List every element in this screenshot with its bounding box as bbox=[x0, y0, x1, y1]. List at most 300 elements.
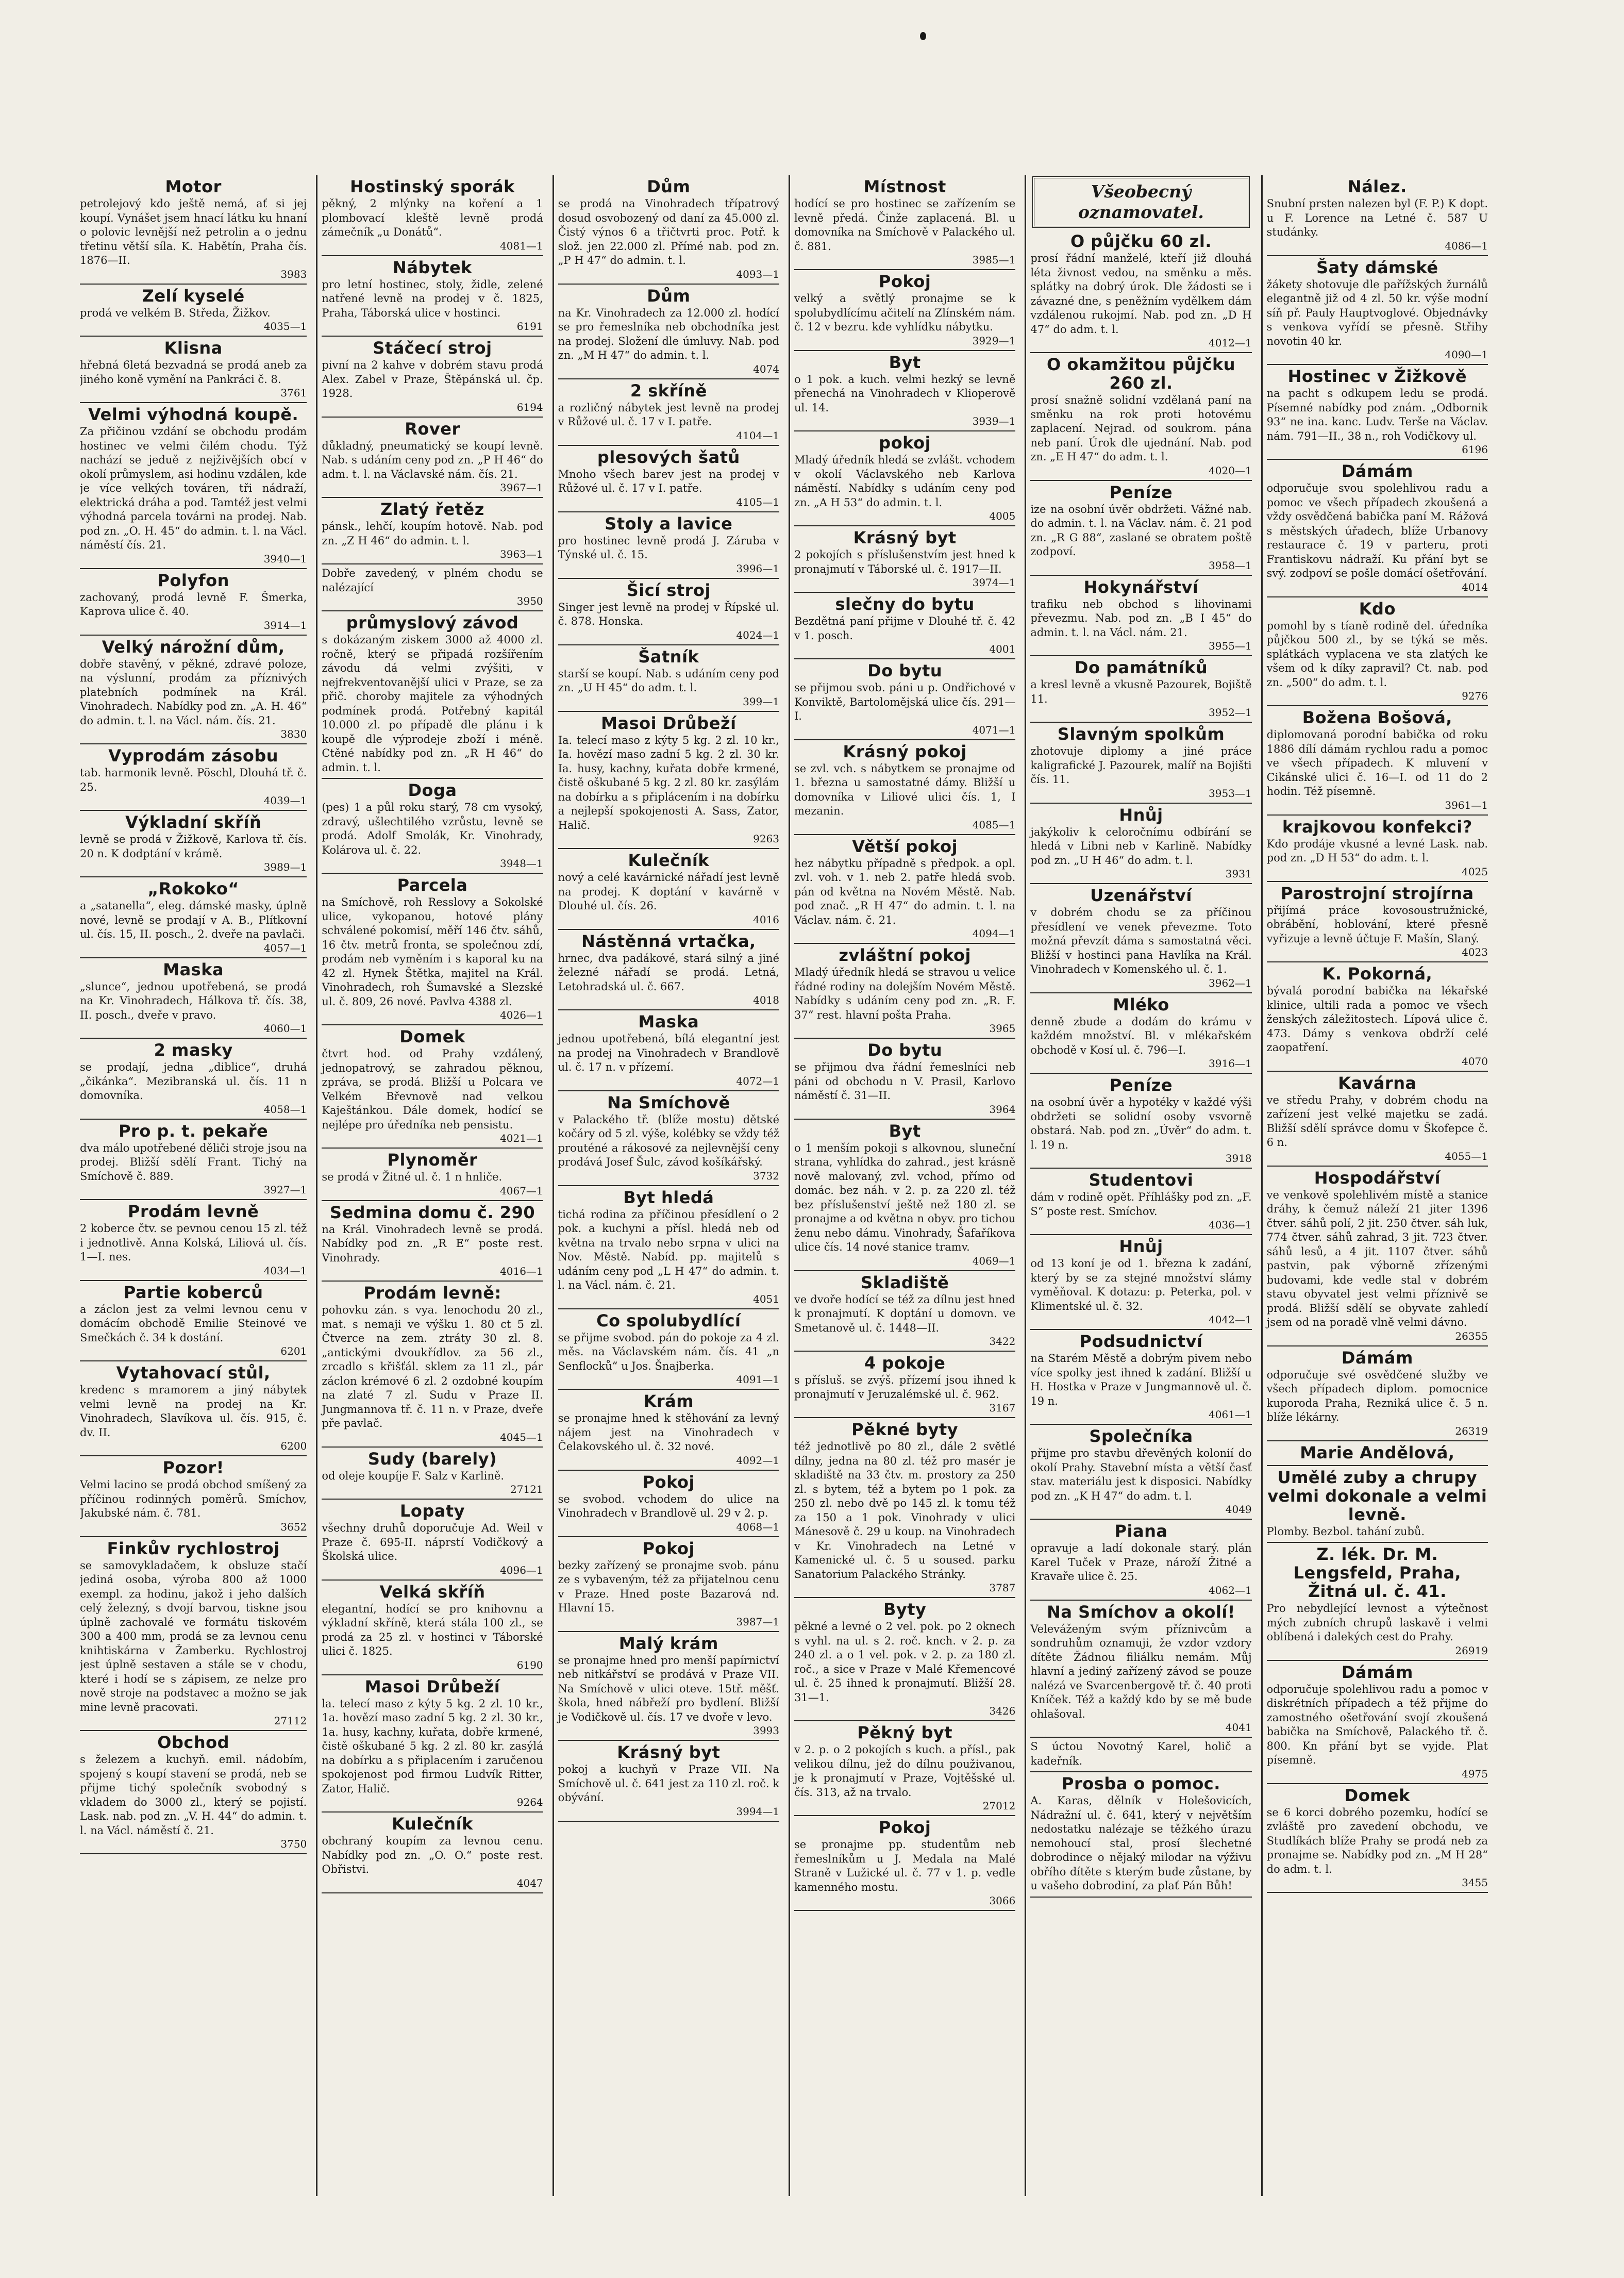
ad-body: na pacht s odkupem ledu se prodá. Písemné nabídky pod znám. „Odbornik 93“ ne ina. kanc. Ludv. Terše na Václav. nám. 791—II., 38 n., roh Vodičkovy ul. bbox=[1266, 387, 1488, 442]
ad-headline: Na Smíchov a okolí! bbox=[1047, 1602, 1235, 1622]
ad-body: na Kr. Vinohradech za 12.000 zl. hodící se pro řemeslníka neb obchodníka jest na prodej. Složení dle úmluvy. Nab. pod zn. „M H 47“ do admin. t. l. bbox=[558, 306, 779, 361]
ad-divider bbox=[558, 445, 779, 446]
ad-divider bbox=[794, 1038, 1015, 1039]
classified-ad bbox=[80, 1364, 307, 1452]
ad-divider bbox=[80, 1360, 307, 1361]
ad-divider bbox=[558, 578, 779, 579]
ad-divider bbox=[1030, 1897, 1251, 1898]
ad-divider bbox=[322, 1446, 543, 1448]
ad-body: odporučuje spolehlivou radu a pomoc v diskrétních případech a též přijme do zamostného ošetřování svojí zkoušená babička na Smíchově, Palackého tř. č. 800. Kn přání byt se vyjde. Plat písemně. bbox=[1266, 1683, 1488, 1766]
ad-headline: Sudy (barely) bbox=[367, 1449, 497, 1469]
ad-body: pro hostinec levně prodá J. Záruba v Týnské ul. č. 15. bbox=[558, 534, 779, 561]
ad-code: 3732 bbox=[753, 1169, 779, 1182]
ad-code: 3927—1 bbox=[263, 1184, 307, 1196]
column-6 bbox=[1261, 175, 1492, 2196]
ad-body: pro letní hostinec, stoly, židle, zelené natřené levně na prodej v č. 1825, Praha, Táborská ulice v hostinci. bbox=[322, 278, 543, 319]
classified-ad bbox=[1030, 1076, 1251, 1165]
ad-body: kredenc s mramorem a jiný nábytek velmi levně na prodej na Kr. Vinohradech, Slavíkova ul. čís. 915, č. dv. II. bbox=[80, 1384, 307, 1439]
ad-code: 26319 bbox=[1455, 1424, 1488, 1437]
classified-ad bbox=[794, 1041, 1015, 1116]
classified-ad bbox=[1030, 658, 1251, 719]
classified-ad bbox=[794, 434, 1015, 522]
ad-body: jakýkoliv k celoročnímu odbírání se hledá v Libni neb v Karlině. Nabídky pod zn. „U H 46“ do adm. t. l. bbox=[1030, 825, 1252, 867]
ad-body: 2 koberce čtv. se pevnou cenou 15 zl. též i jednotlivě. Anna Kolská, Liliová ul. čís. 1—I. nes. bbox=[80, 1222, 307, 1263]
ad-divider bbox=[322, 1148, 543, 1149]
classified-ad bbox=[80, 1122, 307, 1196]
ad-body: v Palackého tř. (blíže mostu) dětské kočáry od 5 zl. výše, kolébky se vždy též prouténé a rákosové za nejlevnější ceny prodává Josef Šulc, závod košíkářský. bbox=[558, 1113, 779, 1168]
ad-headline: zvláštní pokoj bbox=[839, 945, 971, 965]
ad-body: opravuje a ladí dokonale starý. plán Karel Tuček v Praze, nároží Žitné a Kravaře ulice č. 25. bbox=[1030, 1542, 1252, 1583]
ad-headline: Mléko bbox=[1113, 994, 1169, 1015]
classified-ad bbox=[558, 1634, 779, 1737]
ad-headline: Peníze bbox=[1109, 1075, 1173, 1095]
classified-ad bbox=[558, 647, 779, 708]
ad-headline: Stáčecí stroj bbox=[373, 338, 492, 358]
ad-code: 3964 bbox=[989, 1103, 1016, 1116]
ad-divider bbox=[558, 848, 779, 849]
ad-code: 3931 bbox=[1225, 868, 1252, 880]
ad-headline: Pěkný byt bbox=[857, 1723, 953, 1742]
ad-headline: Parostrojní strojírna bbox=[1281, 883, 1474, 903]
classified-ad bbox=[1030, 232, 1251, 349]
ad-headline: Dům bbox=[647, 286, 691, 306]
classified-ad bbox=[794, 272, 1015, 347]
ad-divider bbox=[322, 417, 543, 418]
ad-body: všechny druhů doporučuje Ad. Weil v Praze č. 695-II. náprstí Vodičkový a Školská ulice. bbox=[322, 1522, 543, 1562]
ad-divider bbox=[322, 336, 543, 337]
ad-code: 4018 bbox=[753, 994, 779, 1006]
ad-headline: Božena Bošová, bbox=[1302, 708, 1452, 727]
ad-divider bbox=[794, 1720, 1015, 1721]
ad-divider bbox=[80, 336, 307, 337]
ad-code: 4070 bbox=[1462, 1055, 1488, 1068]
classified-ad bbox=[322, 258, 543, 333]
ad-code: 3967—1 bbox=[500, 481, 543, 494]
classified-ad bbox=[322, 1583, 543, 1671]
ad-headline: Pokoj bbox=[642, 1538, 695, 1558]
classified-ad bbox=[558, 1392, 779, 1467]
ad-divider bbox=[1030, 803, 1251, 804]
classified-ad bbox=[1030, 1603, 1251, 1734]
ad-body: dva málo upotřebené děliči stroje jsou na prodej. Bližší sdělí Frant. Tichý na Smíchově č. 889. bbox=[80, 1141, 307, 1183]
ad-divider bbox=[1030, 1771, 1251, 1772]
ad-divider bbox=[558, 378, 779, 379]
classified-ad bbox=[322, 1151, 543, 1197]
ad-divider bbox=[80, 284, 307, 285]
ad-divider bbox=[558, 1536, 779, 1537]
ad-body: jednou upotřebená, bílá elegantní jest na prodej na Vinohradech v Brandlově ul. č. 17 n. v přízemí. bbox=[558, 1033, 779, 1073]
ad-headline: Pozor! bbox=[162, 1458, 224, 1477]
ad-body: hrnec, dva padákové, stará silný a jiné železné nářadí se prodá. Letná, Letohradská ul. č. 667. bbox=[558, 952, 779, 993]
ad-body: Bezdětná paní přijme v Dlouhé tř. č. 42 v 1. posch. bbox=[794, 615, 1016, 642]
ad-body: odporučuje své osvědčené služby ve všech případech diplom. pomocnice kuporoda Praha, Rezniká ulice č. 5 n. blíže lékárny. bbox=[1266, 1368, 1488, 1423]
ad-body: hřebná 6letá bezvadná se prodá aneb za jiného koně vymění na Pankráci č. 8. bbox=[80, 359, 307, 386]
classified-ad bbox=[558, 514, 779, 575]
classified-ad bbox=[1030, 1740, 1251, 1768]
ad-code: 26355 bbox=[1455, 1329, 1488, 1342]
ad-code: 3929—1 bbox=[972, 334, 1016, 347]
ad-body: na Starém Městě a dobrým pivem nebo více spolky jest ihned k zadání. Bližší u H. Hostka v Praze v Jungmannově ul. č. 19 n. bbox=[1030, 1352, 1252, 1407]
ad-divider bbox=[1267, 1071, 1488, 1072]
classified-ad bbox=[80, 1733, 307, 1850]
ad-body: starší se koupí. Nab. s udáním ceny pod zn. „U H 45“ do adm. t. l. bbox=[558, 667, 779, 694]
ad-headline: Slavným spolkům bbox=[1057, 724, 1225, 744]
ad-code: 3761 bbox=[280, 387, 307, 399]
ad-code: 4071—1 bbox=[972, 723, 1016, 736]
ad-divider bbox=[558, 1185, 779, 1186]
classified-ad bbox=[80, 638, 307, 741]
ad-divider bbox=[558, 1090, 779, 1091]
ad-code: 6191 bbox=[516, 320, 543, 332]
ad-headline: Krásný pokoj bbox=[843, 741, 967, 761]
ad-code: 6194 bbox=[516, 401, 543, 413]
ad-code: 4094—1 bbox=[972, 927, 1016, 940]
ad-divider bbox=[1267, 1660, 1488, 1661]
ad-body: pokoj a kuchyň v Praze VII. Na Smíchově ul. č. 641 jest za 110 zl. roč. k obývání. bbox=[558, 1763, 779, 1804]
ad-code: 4034—1 bbox=[263, 1264, 307, 1277]
ad-headline: 2 skříně bbox=[630, 380, 707, 401]
classified-ad bbox=[1267, 1443, 1488, 1462]
classified-ad bbox=[558, 177, 779, 280]
ad-body: Veleváženým svým příznivcům a sondruhům oznamuji, že vzdor vzdory dítěte Žádnou filiálku nemám. Můj hlavní a jediný zařízený závod se pouze nalézá ve Svarcenbergově tř. č. 40 proti Kníček. Též a každý kdo by se mě bude ohlašoval. bbox=[1030, 1622, 1252, 1720]
ad-headline: Pokoj bbox=[642, 1472, 695, 1492]
ad-headline: 4 pokoje bbox=[864, 1353, 946, 1373]
ad-headline: Krásný byt bbox=[617, 1742, 721, 1762]
ad-body: přijme pro stavbu dřevěných kolonií do okolí Prahy. Stavební místa a větší časť stav. materiálu jest k disposici. Nabídky pod zn. „K H 47“ do adm. t. l. bbox=[1030, 1447, 1252, 1502]
ad-headline: Partie koberců bbox=[123, 1282, 263, 1302]
ad-body: na Smíchově, roh Resslovy a Sokolské ulice, vykopanou, hotové plány schválené pokomisí, měří 146 čtv. sáhů, 16 čtv. metrů fronta, se společnou zdí, prodám neb vyměním i s kaporal ku na 42 zl. Hynek Štětka, majitel na Král. Vinohradech, roh Šumavské a Slezské ul. č. 809, 26 nové. Pavlva 4388 zl. bbox=[322, 896, 543, 1008]
ad-divider bbox=[1267, 459, 1488, 460]
ad-headline: Prodám levně bbox=[128, 1202, 259, 1221]
ad-headline: Byt bbox=[889, 1121, 921, 1141]
ad-divider bbox=[80, 568, 307, 569]
ad-headline: Peníze bbox=[1109, 482, 1173, 502]
classified-ad bbox=[1030, 355, 1251, 477]
ad-headline: Sedmina domu č. 290 bbox=[329, 1202, 535, 1222]
ad-headline: Šicí stroj bbox=[626, 580, 711, 600]
ad-headline: Šaty dámské bbox=[1316, 257, 1438, 277]
ad-headline: Studentovi bbox=[1089, 1170, 1194, 1190]
classified-ad bbox=[1267, 462, 1488, 593]
ad-divider bbox=[1267, 1465, 1488, 1466]
ad-divider bbox=[558, 1308, 779, 1309]
ad-code: 4090—1 bbox=[1445, 348, 1488, 361]
ad-body: Plomby. Bezbol. tahání zubů. bbox=[1266, 1525, 1425, 1538]
ad-headline: Skladiště bbox=[861, 1272, 949, 1292]
ad-body: Kdo prodáje vkusné a levné Lask. nab. pod zn. „D H 53“ do adm. t. l. bbox=[1266, 837, 1488, 864]
ad-divider bbox=[794, 1270, 1015, 1271]
ad-divider bbox=[794, 350, 1015, 351]
ad-headline: Maska bbox=[163, 959, 224, 979]
ad-divider bbox=[794, 943, 1015, 944]
classified-ad bbox=[1030, 1774, 1251, 1893]
ad-code: 4035—1 bbox=[263, 320, 307, 332]
classified-ad bbox=[80, 813, 307, 873]
ad-headline: Nábytek bbox=[393, 257, 472, 277]
ad-divider bbox=[322, 563, 543, 564]
ad-body: tichá rodina za příčinou přesídlení o 2 pok. a kuchyni a přísl. hledá neb od května na trvalo nebo srpna v ulici na Nov. Městě. Nabíd. pp. majitelů s udáním ceny pod „L H 47“ do admin. t. l. na Václ. nám. č. 21. bbox=[558, 1208, 779, 1291]
ad-divider bbox=[1030, 480, 1251, 481]
ad-headline: Stoly a lavice bbox=[605, 513, 733, 534]
classified-ad bbox=[558, 581, 779, 641]
ad-headline: Šatník bbox=[638, 646, 699, 667]
ad-headline: Dámám bbox=[1341, 1348, 1413, 1368]
ad-code: 4093—1 bbox=[736, 268, 779, 280]
ad-divider bbox=[558, 511, 779, 512]
ad-headline: Hospodářství bbox=[1314, 1168, 1441, 1188]
ad-headline: Prosba o pomoc. bbox=[1062, 1774, 1220, 1793]
classified-ad bbox=[1267, 1468, 1488, 1539]
ad-body: prosí snažně solidní vzdělaná paní na směnku na rok proti hotovému zaplacení. Nejrad. od soukrom. pána neb paní. Úrok dle ujednání. Nab. pod zn. „E H 47“ do adm. t. l. bbox=[1030, 394, 1252, 463]
ad-headline: Hnůj bbox=[1119, 1237, 1163, 1256]
ad-headline: Prodám levně: bbox=[363, 1283, 501, 1303]
ad-divider bbox=[322, 497, 543, 498]
ad-code: 3455 bbox=[1462, 1876, 1488, 1889]
ad-code: 3961—1 bbox=[1445, 799, 1488, 811]
classified-ad bbox=[1267, 1349, 1488, 1437]
ad-body: v 2. p. o 2 pokojích s kuch. a přísl., pak velikou dílnu, jež do dílnu použivanou, je k pronajmutí v Praze, Vojtěšské ul. čís. 313, až na trvalo. bbox=[794, 1743, 1016, 1799]
ad-divider bbox=[1030, 1329, 1251, 1330]
ad-body: odporučuje svou spolehlivou radu a pomoc ve všech případech zkoušená a vždy osvědčená babička paní M. Rážová s městských úřadech, blíže Urbanovy restaurace č. 19 v parteru, proti Frantiskovu nádraží. Ku přání byt se svý. zodpoví se pošle domácí ošetřování. bbox=[1266, 482, 1488, 579]
ad-headline: krajkovou konfekci? bbox=[1282, 817, 1472, 837]
ad-code: 3962—1 bbox=[1209, 976, 1252, 989]
column-3 bbox=[553, 175, 783, 2196]
ad-code: 27112 bbox=[274, 1715, 307, 1727]
ad-code: 3652 bbox=[280, 1520, 307, 1533]
ad-body: v dobrém chodu se za příčinou přesídlení ve venek převezme. Toto možná převzít dáma s samostatná věci. Bližší v hostinci pana Havlíka na Král. Vinohradech v Komenského ul. č. 1. bbox=[1030, 906, 1252, 975]
ad-divider bbox=[794, 1351, 1015, 1352]
ad-code: 3996—1 bbox=[736, 562, 779, 575]
ad-code: 3422 bbox=[989, 1335, 1016, 1348]
ad-code: 4096—1 bbox=[500, 1564, 543, 1576]
ad-headline: Dámám bbox=[1341, 1662, 1413, 1682]
classified-ad bbox=[1030, 1332, 1251, 1421]
ad-code: 4021—1 bbox=[500, 1132, 543, 1144]
ad-headline: Zelí kyselé bbox=[142, 286, 245, 306]
ad-body: s dokázaným ziskem 3000 až 4000 zl. ročně, který se připadá rozšířením závodu dá velmi zvýšiti, v nejfrekventovanější ulici v Praze, se za přič. choroby majitele za výhodných podmínek prodá. Potřebný kapitál 10.000 zl. po případě dle plánu i k koupě dle výprodeje zboží i méně. Ctěné nabídky pod zn. „R H 46“ do admin. t. l. bbox=[322, 634, 543, 774]
ad-headline: Polyfon bbox=[157, 570, 229, 590]
ad-headline: Pěkné byty bbox=[851, 1420, 959, 1439]
ad-code: 4061—1 bbox=[1209, 1408, 1252, 1421]
ad-body: Mladý úředník hledá se zvlášt. vchodem v okolí Václavského neb Karlova náměstí. Nabídky s udáním ceny pod zn. „A H 53“ do admin. t. l. bbox=[794, 454, 1016, 509]
ad-headline: Marie Andělová, bbox=[1300, 1442, 1455, 1462]
classified-ad bbox=[322, 876, 543, 1021]
classified-ad bbox=[322, 781, 543, 870]
ad-code: 6190 bbox=[516, 1658, 543, 1671]
ad-headline: Obchod bbox=[157, 1733, 230, 1752]
ad-code: 4081—1 bbox=[500, 239, 543, 252]
ad-code: 4092—1 bbox=[736, 1454, 779, 1467]
ad-divider bbox=[558, 1740, 779, 1741]
ad-body: se prodají, jedna „diblice“, druhá „čikánka“. Mezibranská ul. čís. 11 n domovníka. bbox=[80, 1061, 307, 1102]
ad-code: 6200 bbox=[280, 1440, 307, 1452]
classified-ad bbox=[1267, 818, 1488, 878]
classified-ad bbox=[1267, 1545, 1488, 1657]
ad-body: se přijmou dva řádní řemeslníci neb páni od obchodu n V. Prasil, Karlovo náměstí č. 31—II. bbox=[794, 1061, 1016, 1102]
ad-headline: Výkladní skříň bbox=[125, 812, 262, 832]
ad-code: 3916—1 bbox=[1209, 1057, 1252, 1070]
ad-code: 4012—1 bbox=[1209, 337, 1252, 349]
ad-code: 3939—1 bbox=[972, 415, 1016, 427]
ad-code: 3989—1 bbox=[263, 861, 307, 873]
ad-code: 3952—1 bbox=[1209, 706, 1252, 719]
ad-divider bbox=[1267, 705, 1488, 706]
ad-headline: 2 masky bbox=[154, 1040, 233, 1060]
classified-ad bbox=[80, 339, 307, 399]
ad-headline: „Rokoko“ bbox=[147, 879, 239, 899]
ad-body: ve venkově spolehlivém místě a stanice dráhy, k čemuž náleží 21 jiter 1396 čtver. sáhů polí, 2 jit. 250 čtver. sáh luk, 774 čtver. sáhů zahrad, 3 jit. 723 čtver. sáhů lesů, a 4 jit. 1107 čtver. sáhů pastvin, pak výborně zřízenými budovami, kde vedle stal v dobrém stavu obyvatel jest velmi příznivě se prodá. Bližší sdělí se obyvate zahledí jsem od na poradě vlně velmi dávno. bbox=[1266, 1188, 1488, 1328]
ad-divider bbox=[80, 1853, 307, 1854]
ad-code: 4047 bbox=[516, 1876, 543, 1889]
ad-body: Snubní prsten nalezen byl (F. P.) K dopt. u F. Lorence na Letné č. 587 U studánky. bbox=[1266, 197, 1488, 238]
ad-divider bbox=[794, 269, 1015, 270]
ad-code: 6196 bbox=[1462, 443, 1488, 456]
classified-ad bbox=[1030, 1171, 1251, 1231]
ad-headline: Do bytu bbox=[867, 661, 943, 680]
ad-code: 3914—1 bbox=[263, 619, 307, 631]
classified-ad bbox=[794, 595, 1015, 655]
ad-body: hez nábytku případně s předpok. a opl. zvl. voh. v 1. neb 2. patře hledá svob. pán od května na Novém Městě. Nab. pod znač. „R H 47“ do admin. t. l. na Václav. nám. č. 21. bbox=[794, 857, 1016, 926]
ad-body: a „satanella“, eleg. dámské masky, úplně nové, levně se prodají v A. B., Plítkovní ul. čís. 15, II. posch., 2. dveře na pavlači. bbox=[80, 900, 307, 940]
ad-body: „slunce“, jednou upotřebená, se prodá na Kr. Vinohradech, Hálkova tř. čís. 38, II. posch., dveře v pravo. bbox=[80, 980, 307, 1021]
ad-code: 3830 bbox=[280, 728, 307, 740]
classified-ad bbox=[1030, 806, 1251, 880]
classified-ad bbox=[1267, 258, 1488, 361]
classified-ad bbox=[1267, 1663, 1488, 1780]
ad-divider bbox=[558, 711, 779, 712]
ad-body: bezky zařízený se pronajme svob. pánu ze s vybaveným, též za přijatelnou cenu v Praze. Hned poste Bazarová nd. Hlavní 15. bbox=[558, 1559, 779, 1614]
ad-body: nový a celé kavárnické nářadí jest levně na prodej. K doptání v kavárně v Dlouhé ul. čís. 26. bbox=[558, 871, 779, 912]
ad-divider bbox=[80, 1455, 307, 1456]
ad-code: 4104—1 bbox=[736, 429, 779, 442]
ad-divider bbox=[322, 1892, 543, 1893]
ad-headline: Vyprodám zásobu bbox=[108, 746, 279, 766]
classified-ad bbox=[1030, 578, 1251, 653]
ad-divider bbox=[1030, 1600, 1251, 1601]
ad-divider bbox=[322, 1674, 543, 1675]
classified-ad bbox=[558, 1093, 779, 1182]
ad-divider bbox=[80, 1199, 307, 1200]
classified-ad bbox=[1030, 995, 1251, 1070]
classified-ad bbox=[558, 1188, 779, 1305]
ad-body: se pronajme hned pro menší papírnictví neb nitkářství se prodává v Praze VII. Na Smíchově v ulici oteve. 15tř. měšť. škola, hned nábřeží pro bydlení. Bližší je Vodičkově ul. čís. 17 ve dvoře v levo. bbox=[558, 1654, 779, 1723]
classified-ad bbox=[80, 1202, 307, 1277]
ad-code: 4020—1 bbox=[1209, 464, 1252, 477]
classified-ad bbox=[558, 448, 779, 508]
ad-divider bbox=[558, 1009, 779, 1010]
ad-code: 4086—1 bbox=[1445, 239, 1488, 252]
ad-code: 4016—1 bbox=[500, 1265, 543, 1277]
ad-divider bbox=[1030, 1073, 1251, 1074]
ad-body: Mladý úředník hledá se stravou u velice řádné rodiny na dolejším Novém Městě. Nabídky s udáním ceny pod zn. „R. F. 37“ rest. hlavní pošta Praha. bbox=[794, 966, 1016, 1021]
ad-divider bbox=[322, 255, 543, 256]
ad-headline: Kdo bbox=[1359, 598, 1396, 619]
ad-code: 3167 bbox=[989, 1402, 1016, 1414]
ad-code: 3993 bbox=[753, 1724, 779, 1737]
ad-code: 3994—1 bbox=[736, 1805, 779, 1818]
column-4 bbox=[789, 175, 1019, 2196]
ad-headline: K. Pokorná, bbox=[1322, 964, 1433, 984]
ad-code: 4024—1 bbox=[736, 628, 779, 641]
ad-body: na Král. Vinohradech levně se prodá. Nabídky pod zn. „R E“ poste rest. Vinohrady. bbox=[322, 1223, 543, 1264]
ad-divider bbox=[558, 1631, 779, 1632]
ad-headline: Větší pokoj bbox=[852, 836, 958, 856]
ad-body: Singer jest levně na prodej v Řípské ul. č. 878. Honska. bbox=[558, 601, 779, 627]
ad-divider bbox=[794, 1119, 1015, 1120]
ad-headline: Z. lék. Dr. M. Lengsfeld, Praha, Žitná ul. č. 41. bbox=[1293, 1544, 1462, 1601]
ad-code: 9263 bbox=[753, 833, 779, 845]
ad-headline: Vytahovací stůl, bbox=[116, 1363, 271, 1383]
ad-body: Ia. telecí maso z kýty 5 kg. 2 zl. 10 kr., Ia. hovězí maso zadní 5 kg. 2 zl. 30 kr. Ia. husy, kachny, kuřata dobře krmené, čistě oškubané 5 kg. 2 zl. 80 kr. zasýlám na dobírku a s připlácením i na dobírku a nejlepší spokojenosti A. Sass, Zator, Halič. bbox=[558, 734, 779, 832]
classified-ad bbox=[322, 1203, 543, 1278]
ad-divider bbox=[794, 1815, 1015, 1816]
ad-divider bbox=[1267, 1542, 1488, 1543]
classified-ad bbox=[322, 1815, 543, 1889]
ad-headline: Finkův rychlostroj bbox=[107, 1538, 280, 1558]
ad-code: 3983 bbox=[280, 268, 307, 280]
classified-ad bbox=[558, 1539, 779, 1628]
ad-code: 9276 bbox=[1462, 690, 1488, 702]
ad-code: 3985—1 bbox=[972, 254, 1016, 266]
ad-code: 4026—1 bbox=[500, 1009, 543, 1021]
ad-headline: Kulečník bbox=[628, 851, 710, 870]
classified-ad bbox=[1030, 1237, 1251, 1326]
ad-body: pomohl by s tíaně rodině del. úředníka půjčkou 500 zl., by se týká se měs. splátkách vyplacena ve sta zlatých ke všem od k díky zapravil? Ct. nab. pod zn. „500“ do adm. t. l. bbox=[1266, 619, 1488, 689]
classified-ad bbox=[1267, 1169, 1488, 1342]
ad-divider bbox=[322, 1499, 543, 1500]
ad-headline: Malý krám bbox=[618, 1633, 718, 1653]
ad-code: 4025 bbox=[1462, 865, 1488, 878]
ad-body: od oleje koupíje F. Salz v Karlině. bbox=[322, 1469, 505, 1482]
classified-ad bbox=[322, 339, 543, 413]
ad-code: 4085—1 bbox=[972, 818, 1016, 831]
ad-code: 4014 bbox=[1462, 580, 1488, 593]
ad-body: se samovykladačem, k obsluze stačí jediná osoba, výroba 800 až 1000 exempl. za hodinu, jakož i jeho dalších celý železný, s dvojí barvou, tiskne jsou úplně zachovalé ve formátu tiskovém 300 a 400 mm, prodá se za levnou cenu knihtiskárna v Žamberku. Rychlostroj jest úplně sestaven a stále se v chodu, které i hodí se s zápisem, ze nelze pro nově stroje na podstavec a možno se jak mine levně pracovati. bbox=[80, 1559, 307, 1714]
ad-body: prosí řádní manželé, kteří již dlouhá léta živnost vedou, na směnku a měs. splátky na dobrý úrok. Dle žádosti se i závazné dne, s peněžním vydělkem dám vzdálenou rukojmí. Nab. pod zn. „D H 47“ do adm. t. l. bbox=[1030, 252, 1252, 336]
ad-code: 6201 bbox=[280, 1345, 307, 1357]
ad-headline: Hnůj bbox=[1119, 805, 1163, 825]
ad-divider bbox=[794, 1417, 1015, 1418]
ad-code: 4105—1 bbox=[736, 495, 779, 508]
classified-ad bbox=[322, 500, 543, 560]
ad-body: se zvl. vch. s nábytkem se pronajme od 1. března u samostatné dámy. Bližší u domovníka v Liliové ulici čís. 1, I mezanin. bbox=[794, 762, 1016, 817]
ad-body: elegantní, hodící se pro knihovnu a výkladní skříně, která stála 100 zl., se prodá za 25 zl. v hostinci v Táborské ulici č. 1825. bbox=[322, 1602, 543, 1657]
ad-code: 4060—1 bbox=[263, 1022, 307, 1035]
ad-code: 4045—1 bbox=[500, 1431, 543, 1443]
ad-divider bbox=[1030, 1424, 1251, 1425]
classified-ad bbox=[80, 1283, 307, 1358]
ad-code: 4042—1 bbox=[1209, 1313, 1252, 1326]
ad-headline: Motor bbox=[165, 177, 222, 196]
ad-headline: Hostinský sporák bbox=[350, 177, 515, 196]
ad-divider bbox=[80, 1730, 307, 1731]
ad-headline: Dámám bbox=[1341, 461, 1413, 481]
ad-headline: Velká skříň bbox=[379, 1582, 485, 1602]
ad-divider bbox=[1267, 364, 1488, 365]
ad-body: pohovku zán. s vya. lenochodu 20 zl., mat. s nemaji ve výšku 1. 80 ct 5 zl. Čtverce na zem. ztráty 30 zl. 8. „antickými dvoukřídlov. za 56 zl., zrcadlo s křišťál. sklem za 11 zl., pár záclon krémové 6 zl. 2 ozdobné koupím na zlaté 7 zl. Sudu v Praze II. Jungmannova tř. č. 11 n. v Praze, dveře pře pavlač. bbox=[322, 1304, 543, 1429]
ad-divider bbox=[1267, 1783, 1488, 1784]
classified-ad bbox=[794, 1273, 1015, 1348]
ad-body: A. Karas, dělník v Holešovicích, Nádražní ul. č. 641, který v největším nedostatku nalézaje se těžkého úrazu nemohoucí stal, prosí šlechetné dobrodince o nějaký milodar na výživu obřího dítěte s kterým bude zůstane, by u vašeho dobrodiní, za plať Pán Bůh! bbox=[1030, 1794, 1252, 1892]
classified-ad bbox=[558, 1311, 779, 1386]
classified-ad bbox=[794, 837, 1015, 940]
ad-headline: Rover bbox=[405, 419, 460, 439]
classified-ad bbox=[322, 1027, 543, 1144]
ad-headline: O okamžitou půjčku 260 zl. bbox=[1046, 355, 1235, 393]
ad-body: dám v rodině opět. Příhlášky pod zn. „F. S“ poste rest. Smíchov. bbox=[1030, 1191, 1252, 1218]
ad-divider bbox=[794, 430, 1015, 431]
classified-ad bbox=[794, 528, 1015, 589]
